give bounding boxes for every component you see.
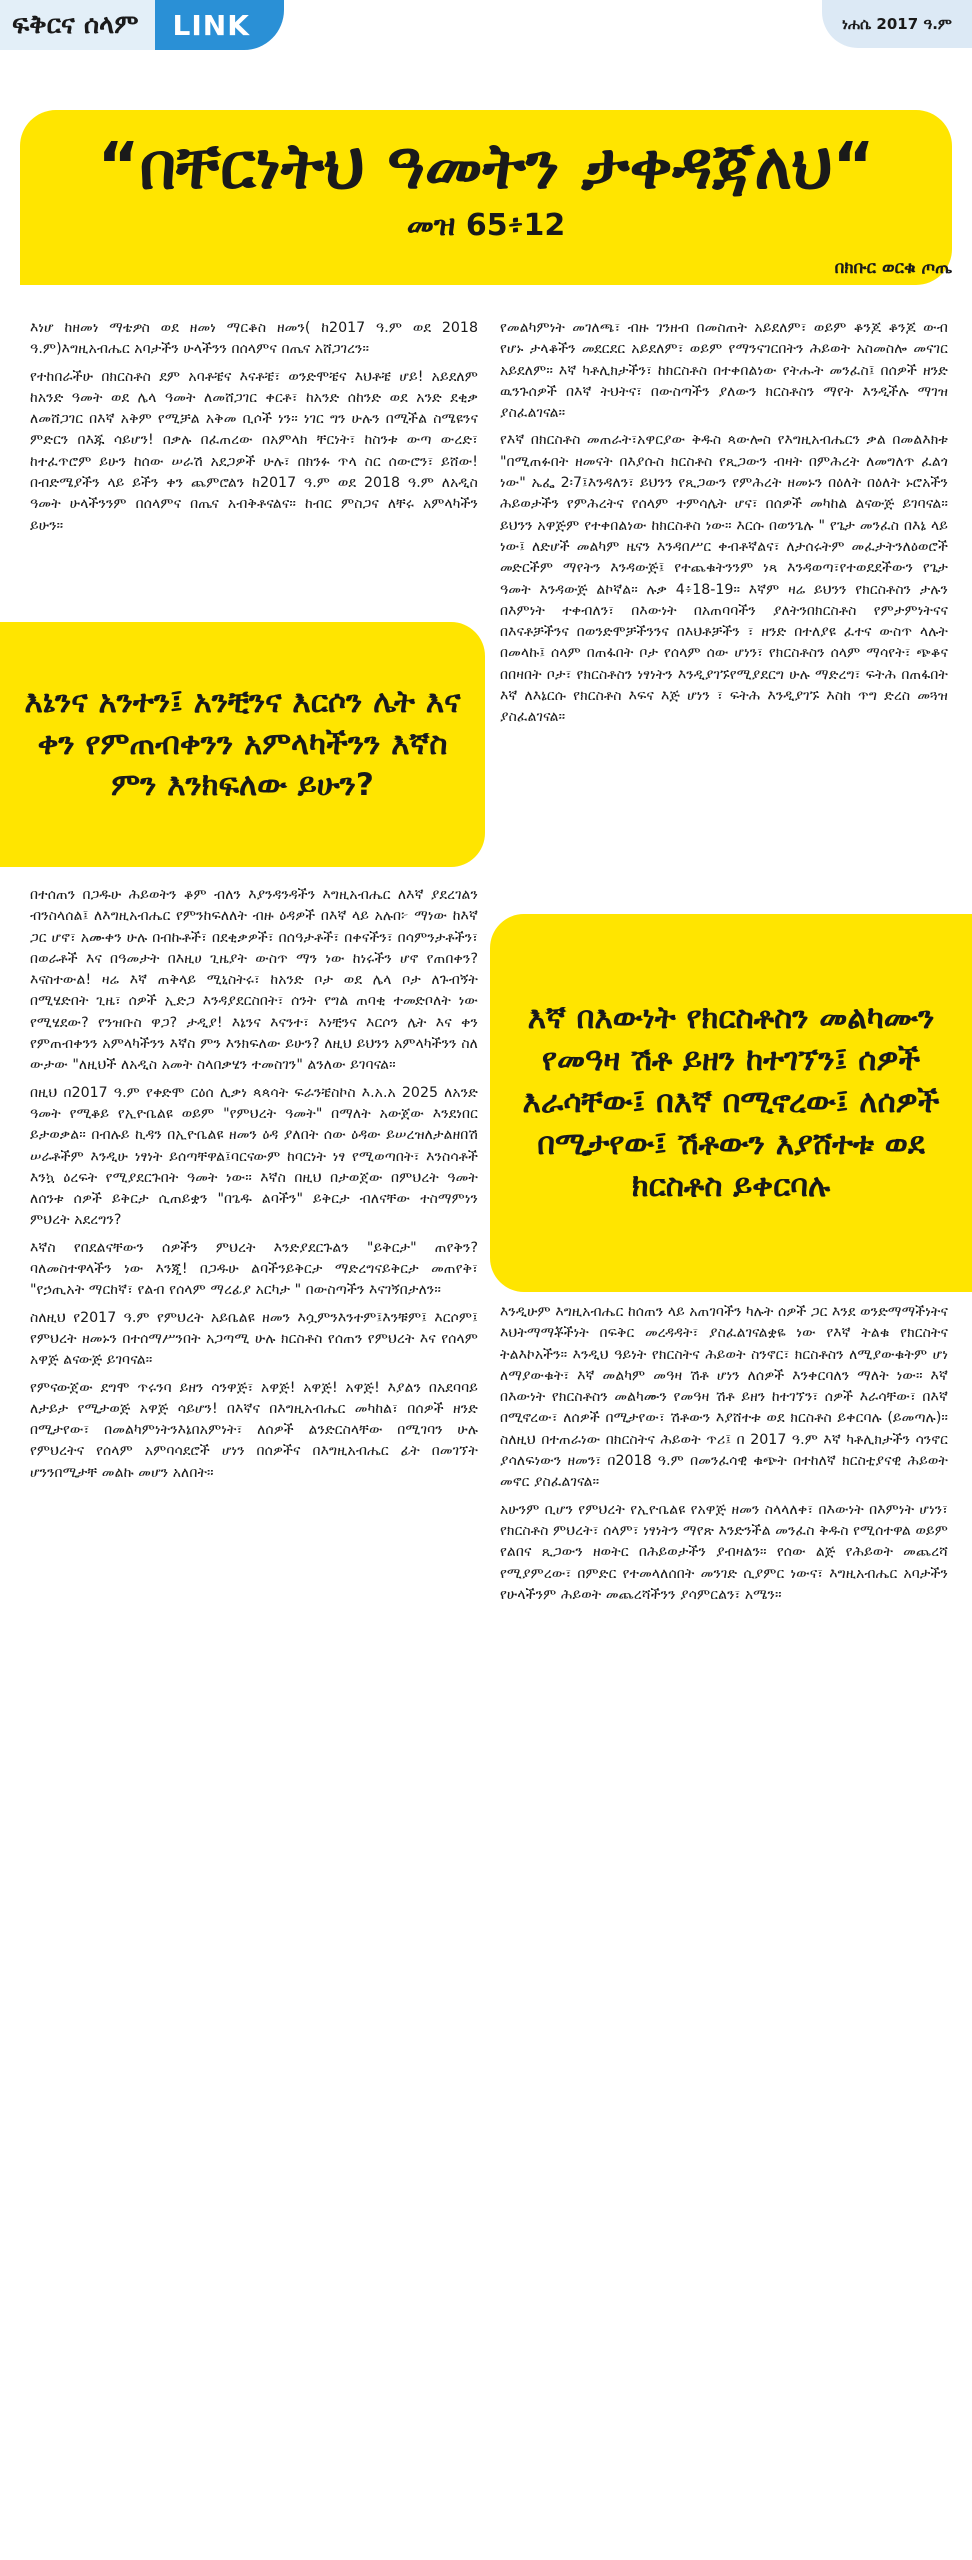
paragraph: የመልካምነት መገለጫ፣ ብዙ ገንዘብ በመስጠት አይደለም፣ ወይም ቆንጆ ቆንጆ ውብ የሆኑ ታላቆችን መደርደር አይደለም፣ ወይም የማንናገርበትን ሕይወት አስመስሎ መናገር አይደለም። እኛ ካቶሊክታችን፣ ከክርስቶስ በተቀበልነው የትሑት መንፈስ፤ በሰዎች ዘንድ ዉንጉሰዎች በእኛ ትህትና፣ በውስጣችን ያለውን ክርስቶስን ማየት እንዲችሉ ማገዝ ያስፈልገናል። [500, 320, 948, 422]
paragraph: በዚህ በ2017 ዓ.ም የቀድሞ ርዕሰ ሊቃነ ጳጳሳት ፍራንቼስኮስ እ.አ.አ 2025 ለአንድ ዓመት የሚቆይ የኢዮቤልዩ ወይም "የምህረት ዓመት" በማለት አውጀው እንደነበር ይታወቃል። በብሉይ ኪዳን በኢዮቤልዩ ዘመን ዕዳ ያለበት ሰው ዕዳው ይሠረዝለታልዘበሽ ሠራቶችም እንዲሁ ነፃነት ይሰጣቸዋል፤ባርናውም ከባርነት ነፃ የሚወጣበት፣ እንስሳቶች እንኳ ዕረፍት የሚያደርጉበት ዓመት ነው። እኛስ በዚህ በታወጀው በምህረት ዓመት ለሰንቱ ሰዎች ይቅርታ ሲጠይቋን "በጌዱ ልባችን" ይቅርታ ብለናቸው ተስማምነን ምህረት አደረግን? [30, 1084, 478, 1229]
top-bar [0, 0, 972, 50]
brand-logo[interactable] [0, 0, 284, 50]
paragraph: እንዲሁም እግዚአብሔር ከሰጠን ላይ አጠገባችን ካሉት ሰዎች ጋር እንደ ወንድማማችነትና እህትማማቾችነት በፍቅር መረዳዳት፣ ያስፈልገናልቋዬ ነው የእኛ ትልቁ የክርስትና ትልእኮአችን። እንዲህ ዓይነት የክርስትና ሕይወት ስንኖር፣ ክርስቶስን ለሚያውቁትም ሆነ ለማያውቁት፣ እኛ መልካም መዓዛ ሽቶ ሆነን ለሰዎች እንቀርባለን ማለት ነው። እኛ በእውነት የክርስቶስን መልካሙን የመዓዛ ሽቶ ይዘን ከተገኘን፣ ሰዎች እራሳቸው፣ በእኛ በሚኖረው፣ ለሰዎች በሚታየው፣ ሽቶውን እያሸተቱ ወደ ክርስቶስ ይቀርባሉ (ይመጣሉ)። ስለዚህ በተጠራነው በክርስትና ሕይወት ጥሪ፤ በ 2017 ዓ.ም እኛ ካቶሊክታችን ሳንኖር ያሳለፍነውን ዘመን፣ በ2018 ዓ.ም በመንፈሳዊ ቁጭት በተከለኛ ክርስቲያናዊ ሕይወት መኖር ያስፈልገናል። [500, 1304, 948, 1491]
article-column-2-bottom [500, 1302, 948, 1722]
article-column-2-top [500, 318, 948, 908]
hero-title: “በቸርነትህ ዓመትን ታቀዳጃለህ“ [97, 130, 875, 204]
scripture-reference: መዝ 65፥12 [406, 208, 566, 243]
paragraph: አሁንም ቢሆን የምህረት የኢዮቤልዩ የአዋጅ ዘመን ስላላለቀ፣ በእውነት በእምነት ሆነን፣ የክርስቶስ ምህረት፣ ሰላም፣ ነፃነትን ማየጽ እንድንችል መንፈስ ቅዱስ የሚሰተዋል ወይም የልበና ጺጋውን ዘወትር በሕይወታችን ያብዛልን። የሰው ልጅ የሕይወት መጨረሻ የሚያምረው፣ በምድር የተመላለሰበት መንገድ ሲያምር ነውና፣ እግዚአብሔር አባታችን የሁላችንም ሕይወት መጨረሻችንን ያሳምርልን፣ አሜን። [500, 1501, 948, 1603]
paragraph: በተሰጠን በጋዱሁ ሕይወትን ቆም ብለን እያንዳንዳችን እግዚአብሔር ለእኛ ያደረገልን ብንስላሰል፤ ለእግዚአብሔር የምንከፍለለት ብዙ ዕዳዎች በእኛ ላይ አሉበ፦ ማነው ከእኛ ጋር ሆኖ፣ አሙቀን ሁሉ በብኩቶች፣ በደቂቃዎች፣ በሰዓታቶች፣ በቀናችን፣ በሳምንታቶችን፣ በወራቶች እና በዓመታት በእዚሀ ጊዜያት ውስጥ ማን ነው ከነሩችን ሆኖ የጠበቀን? እናስተውል! ዛሬ እኛ ጠቅላይ ሚኒስትሩ፣ ከአንድ ቦታ ወደ ሌላ ቦታ ለጉብኝት በሚሄድበት ጊዜ፣ ሰዎች ኢድጋ እንዳያደርስበት፣ ሰንት የግል ጠባቂ ተመድቦለት ነው የሚሄደው? የንዝቡስ ዋጋ? ታዲያ! እኔንና እናንተ፣ እነቺንና እርሶን ሌት እና ቀን የምጠብቀንን አምላካችንን እኛስ ምን እንክፍለው ይሁን? ለዚህ ይህንን አምላካችንን ስለ ውታው "ለዚህች ለአዲስ አመት ስላበቃሄን ተመስገን" ልንለው ይገባናል። [30, 887, 478, 1074]
paragraph: የተከበራችሁ በክርስቶስ ደም አባቶቼና እናቶቼ፣ ወንድሞቼና እህቶቼ ሆይ! አይደለም ከአንድ ዓመት ወደ ሌላ ዓመት ለመሸጋገር ቀርቶ፣ ከአንድ ሰከንድ ወደ አንድ ደቂቃ ለመሸጋገር በእኛ አቅም የሚቻል አቅመ ቢሶች ነን። ነገር ግን ሁሉን በሚችል ስሜዩንና ምድርን በእጁ ሳይሆን! በቃሉ በፈጠረው በአምላክ ቸርነት፣ ከስንቱ ውጣ ውረድ፣ ከተፈጥሮም ይሁን ከሰው ሠራሽ አደጋዎች ሁሉ፣ በክንፉ ጥላ ስር ሰውሮን፣ ይሸው! በብድሜያችን ላይ ይችን ቀን ጨምሮልን ከ2017 ዓ.ም ወደ 2018 ዓ.ም ለአዲስ ዓመት ሁላችንንም በሰላምና በጤና አብቅቶናልና። ከብር ምስጋና ለቸሩ አምላካችን ይሁን። [30, 368, 478, 534]
hero-banner [20, 110, 952, 285]
paragraph: የእኛ በክርስቶስ መጠራት፣አዋርያው ቅዱስ ጳውሎስ የእግዚአብሔርን ቃል በመልእክቱ "በሚጠፉበት ዘመናት በእያሱስ ክርስቶስ የጺጋውን ብዛት በምሕረት ለመግለጥ ፈልጎ ነው" ኤፌ 2፡7፤እንዳለን፣ ይህንን የጺጋውን የምሕረት ዘመኑን በዕለት በዕለት ኑሮአችን ሕይወታችን የምሕረትና የሰላም ተምሳሌት ሆና፣ በሰዎች መካከል ልናውጅ ይገባናል። ይህንን አዋጅም የተቀበልነው ከክርስቶስ ነው። እርሱ በወንጌሉ " የጌታ መንፈስ በእኔ ላይ ነው፤ ለድሆች መልካም ዜናን እንዳበሥር ቀብቶኛልና፣ ለታሰሩትም መፈታትንለዕወሮች መድርችም ማየትን እንዳውጅ፤ የተጨቁትንንም ነጻ እንዳወጣ፣የተወደደችውን የጌታ ዓመት እንዳውጅ ልኮኛል። ሉቃ 4፥18-19። እኛም ዛሬ ይህንን የክርስቶስን ታሉን በእምነት ተቀብለን፣ በእውነት በአጠባባችን ያለትንበክርስቶስ የምታምነትናና በእናቶቻችንና በወንድሞቻችንንና በእህቶቻችን ፣ ዘንድ በተለያዩ ፈተና ውስጥ ላሉት በመላኩ፤ ሰላም በጠፋበት ቦታ የሰላም ሰው ሆነን፣ የክርስቶስን ሰላም ማሳየት፣ ጭቆና በበዛበት ቦታ፣ የክርስቶስን ነፃነትን እንዲያገኙየሚያደርግ ሁሉ ማድረግ፣ ፍትሕ በጠፋበት እኛ ለእኔርሱ የክርስቶስ እፍና እጅ ሆነን ፣ ፍትሕ እንዲያገኙ እስከ ጥግ ድረስ መጓዝ ያስፈልገናል። [500, 432, 948, 726]
author-byline: በክቡር ወርቁ ጦጤ [834, 258, 952, 278]
article-column-1-top [30, 318, 478, 618]
article-column-1-bottom [30, 885, 478, 1710]
paragraph: የምናውጀው ደግሞ ጥሩንባ ይዘን ሳንዋጅ፣ አዋጅ! አዋጅ! አዋጅ! እያልን በአደባባይ ለታይታ የሚታወጅ አዋጅ ሳይሆን! በእኛና በእግዚአብሔር መካከል፣ በሰዎች ዘንድ በሚታየው፣ በመልካምነትንእኔበአምነት፣ ለሰዎች ልንድርስላቸው በሚገባን ሁሉ የምህረትና የሰላም አምባሳደሮች ሆነን በሰዎችና በእግዚአብሔር ፊት በመገኘት ሆንንበሚታቸ መልኩ መሆን አለበት። [30, 1379, 478, 1481]
pull-quote-left: እኔንና አንተን፤ አንቺንና እርሶን ሌት እና ቀን የምጠብቀንን አምላካችንን እኛስ ምን እንክፍለው ይሁን? [0, 622, 485, 867]
paragraph: እኛስ የበደልናቸውን ሰዎችን ምህረት እንድያደርጉልን "ይቅርታ" ጠየቅን? ባለመስተዋላችን ነው እንጂ! በጋዱሁ ልባችንይቅርታ ማድረግናይቅርታ መጠየቅ፣ "የኃጢአት ማርከኛ፣ የልብ የሰላም ማረፊያ አርካታ " በውስጣችን እናገኝበታለን። [30, 1239, 478, 1299]
paragraph: ስለዚህ የ2017 ዓ.ም የምህረት አይቤልዩ ዘመን እሷምንእንተም፤እንቹም፤ እርሶም፤ የምህረት ዘመኑን በተሰማሥንበት አጋጣሚ ሁሉ ክርስቶስ የሰጠን የምህረት እና የሰላም አዋጅ ልናውጅ ይገባናል። [30, 1309, 478, 1369]
pull-quote-right: እኛ በእውነት የክርስቶስን መልካሙን የመዓዛ ሽቶ ይዘን ከተገኘን፤ ሰዎች እራሳቸው፤ በእኛ በሚኖረው፤ ለሰዎች በሚታየው፤ ሽቶውን እያሸተቱ ወደ ክርስቶስ ይቀርባሉ [490, 914, 972, 1292]
paragraph: እነሆ ከዘመነ ማቴዎስ ወደ ዘመነ ማርቆስ ዘመን( ከ2017 ዓ.ም ወደ 2018 ዓ.ም)እግዚአብሔር አባታችን ሁላችንን በሰላምና በጤና አሸጋገረን። [30, 320, 478, 358]
brand-link-label: LINK [155, 0, 284, 50]
brand-name: ፍቅርና ሰላም [0, 0, 155, 50]
issue-date-badge: ነሐሴ 2017 ዓ.ም [822, 0, 972, 48]
